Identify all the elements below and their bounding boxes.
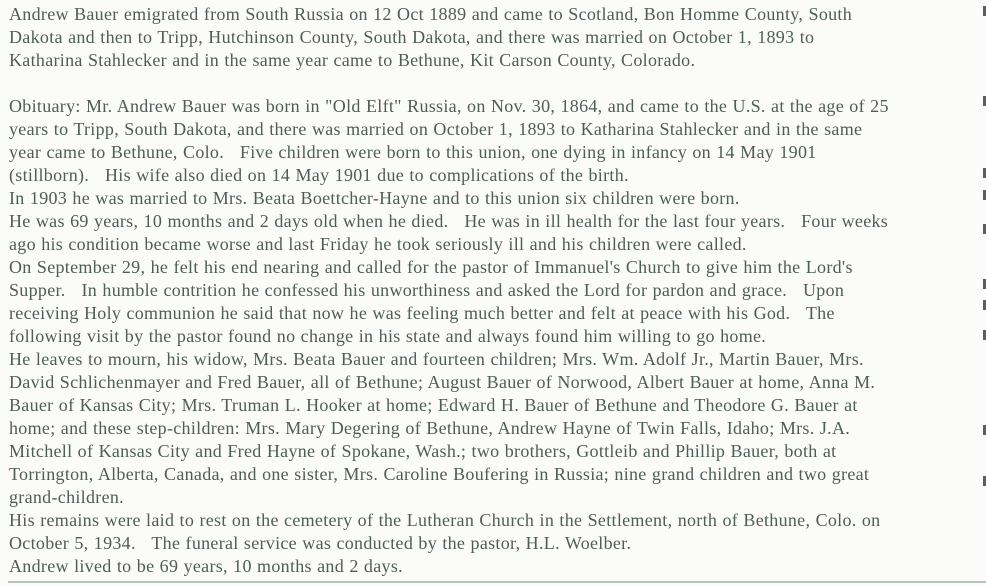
text-line: Supper. In humble contrition he confessed his unworthiness and asked the Lord for pardon and grace. Upon [9,280,845,300]
text-line: Dakota and then to Tripp, Hutchinson County, South Dakota, and there was married on October 1, 1893 to [9,27,815,47]
text-line: Andrew Bauer emigrated from South Russia on 12 Oct 1889 and came to Scotland, Bon Homme County, South [9,4,853,24]
text-line: receiving Holy communion he said that now he was feeling much better and felt at peace with his God. The [9,303,835,323]
paragraph [9,95,982,578]
document-body [9,3,982,578]
text-line: On September 29, he felt his end nearing and called for the pastor of Immanuel's Church to give him the Lord's [9,257,853,277]
text-line: October 5, 1934. The funeral service was conducted by the pastor, H.L. Woelber. [9,533,632,553]
text-line: Torrington, Alberta, Canada, and one sister, Mrs. Caroline Boufering in Russia; nine grand children and two great [9,464,870,484]
text-line: Katharina Stahlecker and in the same year came to Bethune, Kit Carson County, Colorado. [9,50,696,70]
text-line: Andrew lived to be 69 years, 10 months and 2 days. [9,556,403,576]
text-line: following visit by the pastor found no change in his state and always found him willing to go home. [9,326,767,346]
text-line: He leaves to mourn, his widow, Mrs. Beata Bauer and fourteen children; Mrs. Wm. Adolf Jr., Martin Bauer, Mrs. [9,349,864,369]
text-line: years to Tripp, South Dakota, and there was married on October 1, 1893 to Katharina Stahlecker and in the same [9,119,863,139]
text-line: His remains were laid to rest on the cemetery of the Lutheran Church in the Settlement, north of Bethune, Colo. on [9,510,881,530]
text-line: Mitchell of Kansas City and Fred Hayne of Spokane, Wash.; two brothers, Gottleib and Phillip Bauer, both at [9,441,837,461]
scan-edge-artifacts [982,0,986,586]
text-line: Bauer of Kansas City; Mrs. Truman L. Hooker at home; Edward H. Bauer of Bethune and Theodore G. Bauer at [9,395,858,415]
bottom-scan-rule [8,581,986,583]
text-line: He was 69 years, 10 months and 2 days old when he died. He was in ill health for the last four years. Four weeks [9,211,889,231]
text-line: David Schlichenmayer and Fred Bauer, all of Bethune; August Bauer of Norwood, Albert Bauer at home, Anna M. [9,372,876,392]
text-line: ago his condition became worse and last Friday he took seriously ill and his children were called. [9,234,747,254]
text-line: year came to Bethune, Colo. Five children were born to this union, one dying in infancy on 14 May 1901 [9,142,817,162]
text-line: In 1903 he was married to Mrs. Beata Boettcher-Hayne and to this union six children were born. [9,188,740,208]
text-line: (stillborn). His wife also died on 14 May 1901 due to complications of the birth. [9,165,629,185]
text-line: Obituary: Mr. Andrew Bauer was born in "Old Elft" Russia, on Nov. 30, 1864, and came to the U.S. at the age of 25 [9,96,889,116]
text-line: grand-children. [9,487,124,507]
paragraph [9,3,982,72]
text-line: home; and these step-children: Mrs. Mary Degering of Bethune, Andrew Hayne of Twin Falls, Idaho; Mrs. J.A. [9,418,851,438]
